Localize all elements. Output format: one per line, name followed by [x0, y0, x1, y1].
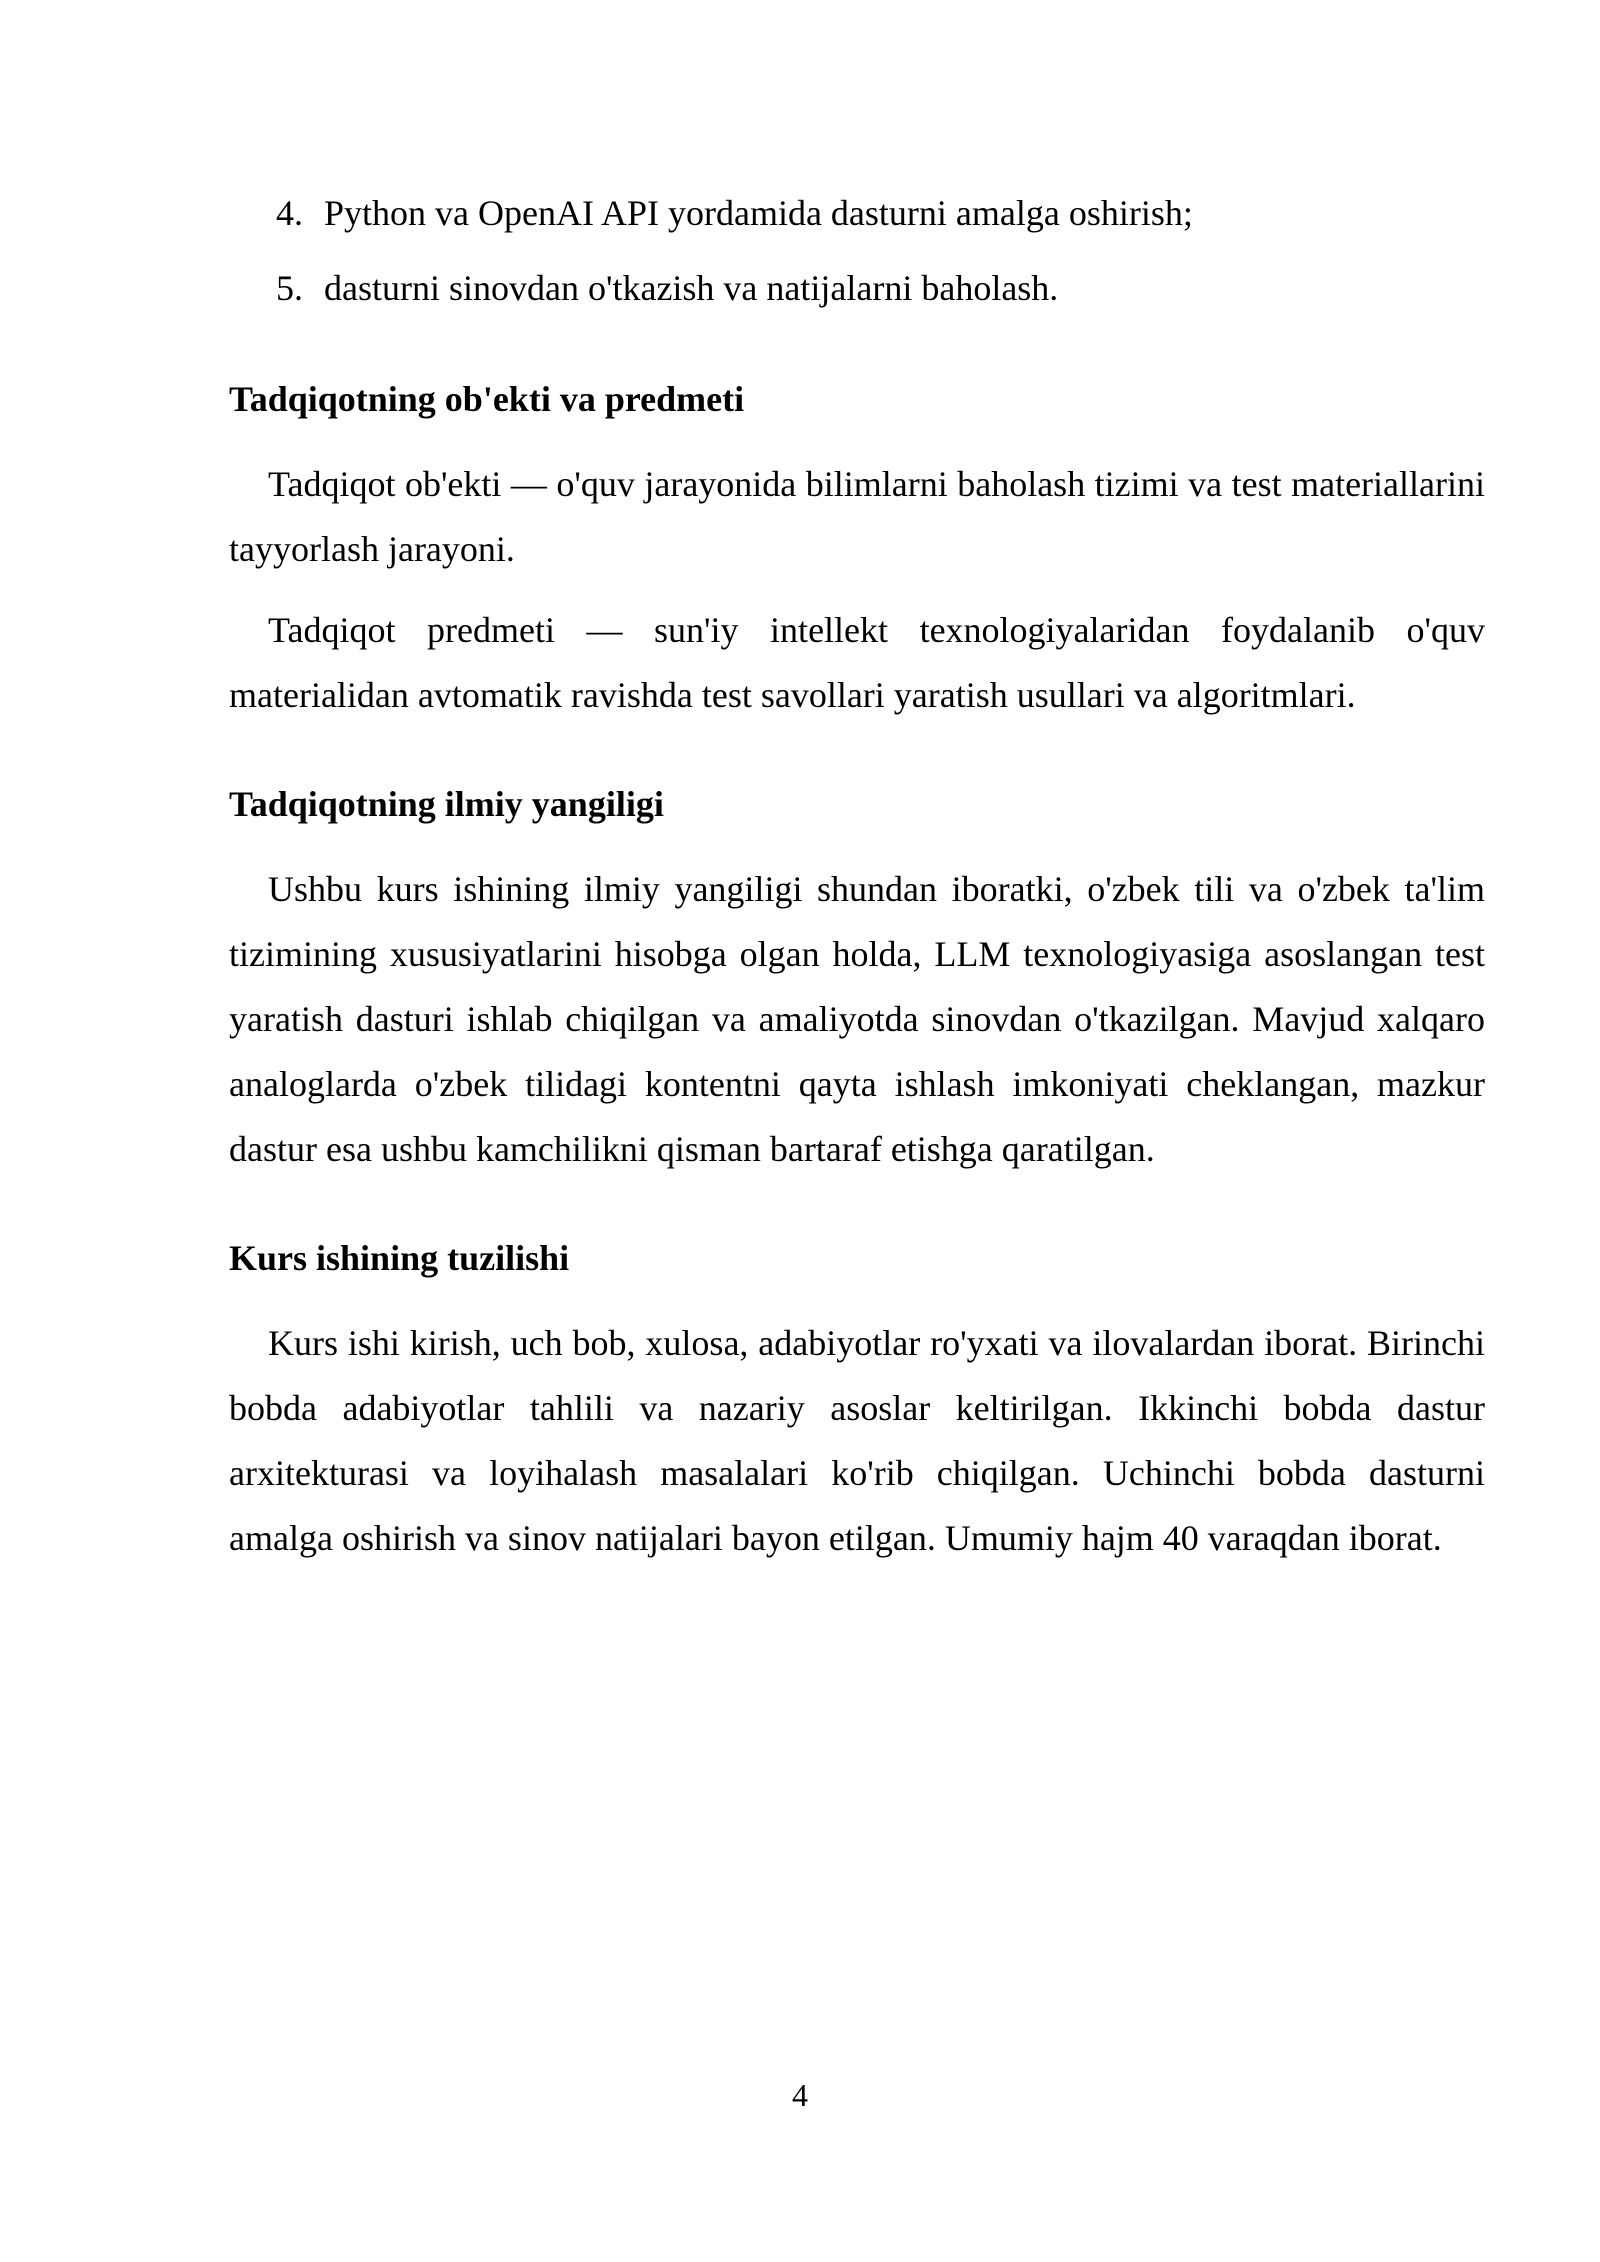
section-structure — [229, 1223, 1485, 1571]
paragraph: Ushbu kurs ishining ilmiy yangiligi shundan iboratki, o'zbek tili va o'zbek ta'lim tizimining xususiyatlarini hisobga olgan holda, LLM texnologiyasiga asoslangan test yaratish dasturi ishlab chiqilgan va amaliyotda sinovdan o'tkazilgan. Mavjud xalqaro analoglarda o'zbek tilidagi kontentni qayta ishlash imkoniyati cheklangan, mazkur dastur esa ushbu kamchilikni qisman bartaraf etishga qaratilgan. — [229, 869, 1485, 1169]
page-content — [229, 178, 1485, 1587]
page-number: 4 — [792, 2077, 808, 2113]
list-item-number: 5. — [276, 268, 303, 308]
list-item-number: 4. — [276, 193, 303, 233]
section-heading: Kurs ishining tuzilishi — [229, 1238, 570, 1278]
section-scientific-novelty — [229, 769, 1485, 1182]
paragraph: Kurs ishi kirish, uch bob, xulosa, adabiyotlar ro'yxati va ilovalardan iborat. Birinchi bobda adabiyotlar tahlili va nazariy asoslar keltirilgan. Ikkinchi bobda dastur arxitekturasi va loyihalash masalalari ko'rib chiqilgan. Uchinchi bobda dasturni amalga oshirish va sinov natijalari bayon etilgan. Umumiy hajm 40 varaqdan iborat. — [229, 1323, 1485, 1558]
numbered-list — [229, 178, 1485, 323]
section-heading: Tadqiqotning ob'ekti va predmeti — [229, 379, 745, 419]
section-heading: Tadqiqotning ilmiy yangiligi — [229, 784, 664, 824]
paragraph: Tadqiqot predmeti — sun'iy intellekt texnologiyalaridan foydalanib o'quv materialidan avtomatik ravishda test savollari yaratish usullari va algoritmlari. — [229, 610, 1485, 715]
paragraph: Tadqiqot ob'ekti — o'quv jarayonida bilimlarni baholash tizimi va test materiallarini tayyorlash jarayoni. — [229, 464, 1485, 569]
list-item — [229, 253, 1485, 323]
section-object-subject — [229, 364, 1485, 728]
list-item-text: dasturni sinovdan o'tkazish va natijalarni baholash. — [324, 268, 1059, 308]
list-item — [229, 178, 1485, 248]
list-item-text: Python va OpenAI API yordamida dasturni amalga oshirish; — [324, 193, 1193, 233]
